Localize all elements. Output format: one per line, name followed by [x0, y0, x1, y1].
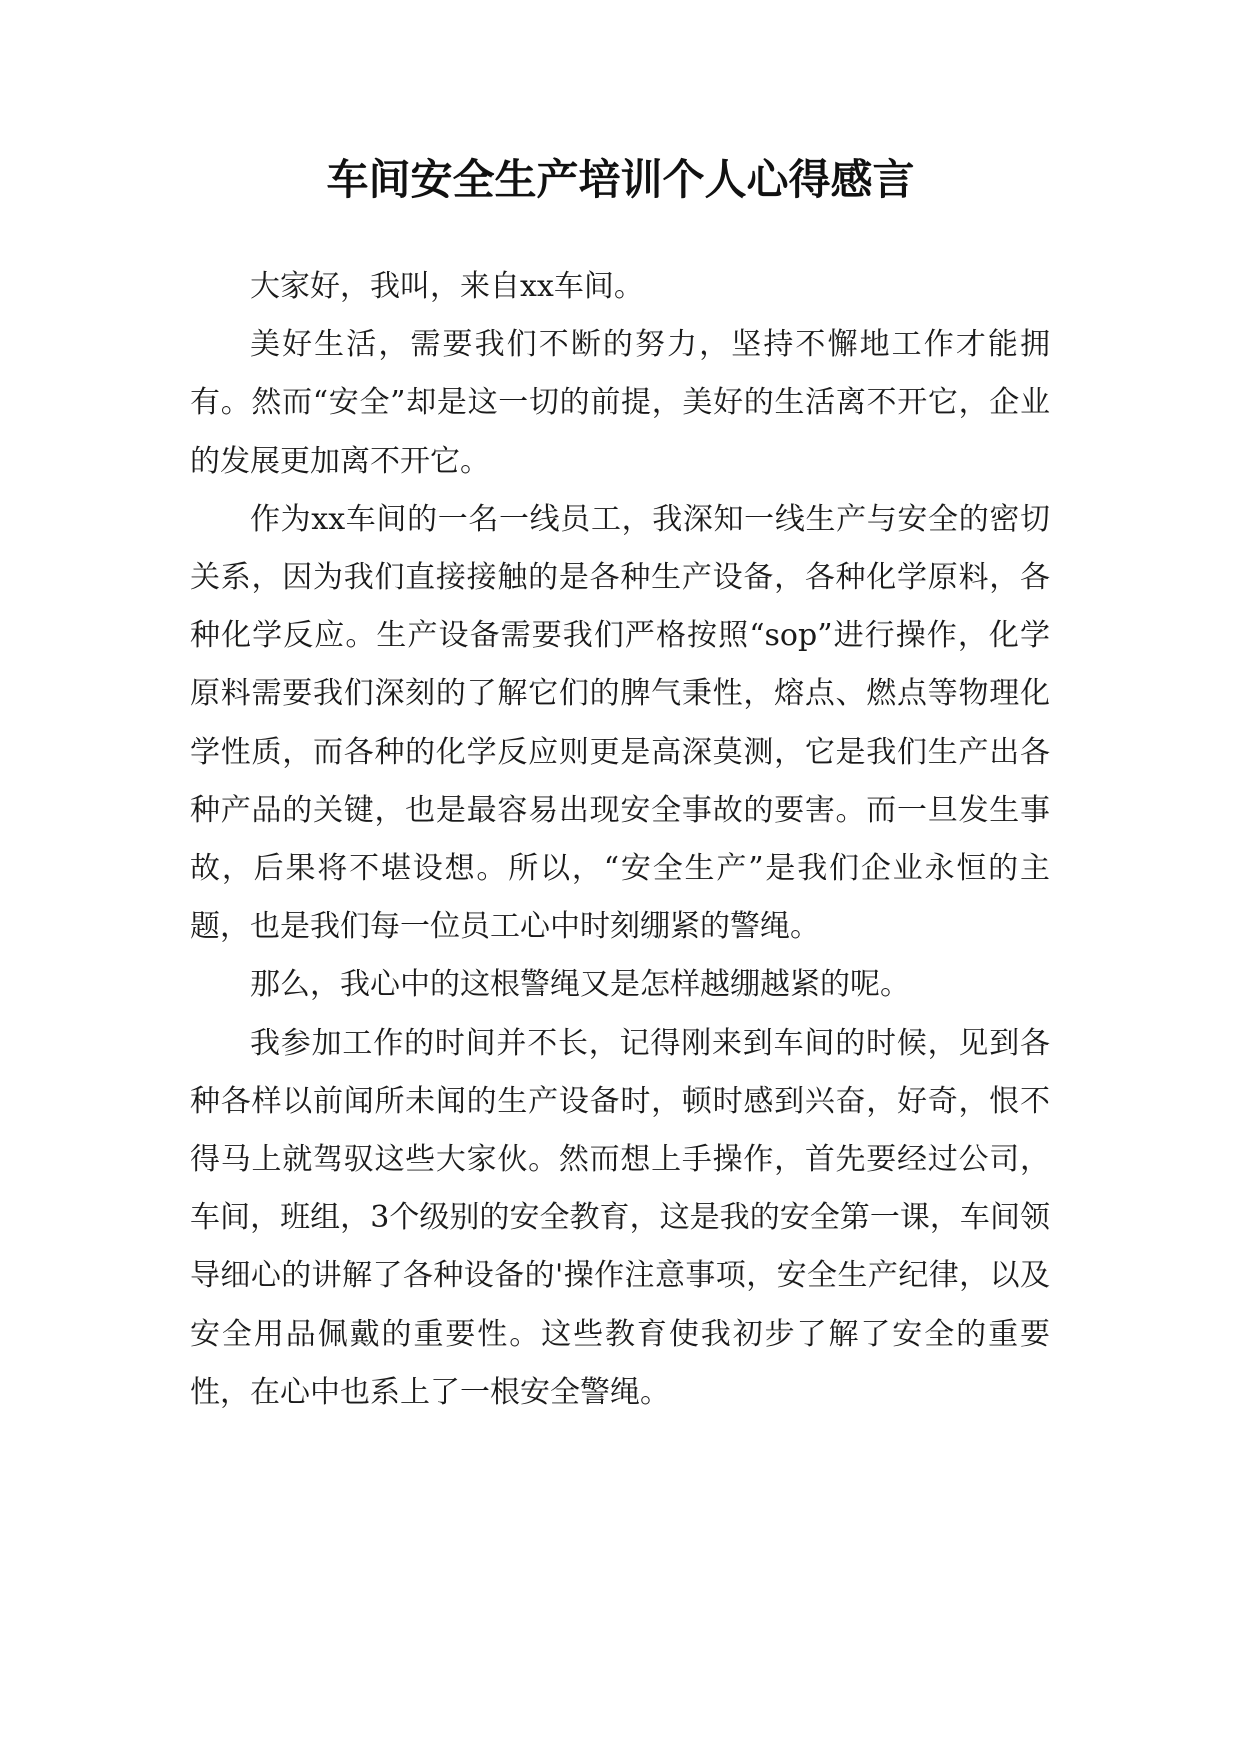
- paragraph-greeting: 大家好，我叫，来自xx车间。: [250, 269, 644, 304]
- paragraph-first-lesson: 我参加工作的时间并不长，记得刚来到车间的时候，见到各种各样以前闻所未闻的生产设备时，顿时感到兴奋，好奇，恨不得马上就驾驭这些大家伙。然而想上手操作，首先要经过公司，车间，班组，3个级别的安全教育，这是我的安全第一课，车间领导细心的讲解了各种设备的'操作注意事项，安全生产纪律，以及安全用品佩戴的重要性。这些教育使我初步了解了安全的重要性，在心中也系上了一根安全警绳。: [190, 1025, 1050, 1410]
- document-body: [190, 258, 1050, 1422]
- paragraph-frontline-worker: 作为xx车间的一名一线员工，我深知一线生产与安全的密切关系，因为我们直接接触的是各种生产设备，各种化学原料，各种化学反应。生产设备需要我们严格按照“sop”进行操作，化学原料需要我们深刻的了解它们的脾气秉性，熔点、燃点等物理化学性质，而各种的化学反应则更是高深莫测，它是我们生产出各种产品的关键，也是最容易出现安全事故的要害。而一旦发生事故，后果将不堪设想。所以，“安全生产”是我们企业永恒的主题，也是我们每一位员工心中时刻绷紧的警绳。: [190, 501, 1050, 945]
- paragraph-good-life: 美好生活，需要我们不断的努力，坚持不懈地工作才能拥有。然而“安全”却是这一切的前提，美好的生活离不开它，企业的发展更加离不开它。: [190, 327, 1050, 479]
- paragraph-question: 那么，我心中的这根警绳又是怎样越绷越紧的呢。: [250, 967, 910, 1003]
- document-title: 车间安全生产培训个人心得感言: [326, 155, 915, 204]
